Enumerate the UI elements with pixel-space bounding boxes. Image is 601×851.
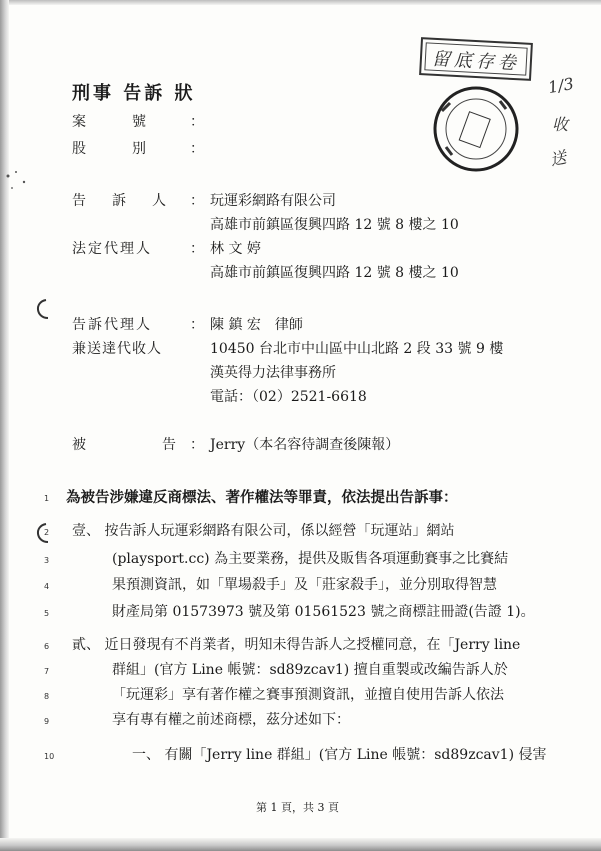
- document-title: 刑事 告訴 狀: [72, 83, 196, 104]
- line-number: 8: [44, 692, 50, 701]
- law-firm-phone: 電話：（02）2521-6618: [210, 389, 367, 405]
- complaint-heading: 為被告涉嫌違反商標法、著作權法等罪責，依法提出告訴事：: [66, 489, 458, 506]
- line-number: 1: [44, 494, 50, 503]
- paragraph-line: (playsport.cc) 為主要業務，提供及販售各項運動賽事之比賽結: [112, 551, 509, 567]
- paragraph-line: 財產局第 01573973 號及第 01561523 號之商標註冊證(告證 1)。: [112, 604, 535, 620]
- paragraph-line: 群組」(官方 Line 帳號：sd89zcav1) 擅自重製或改編告訴人於: [112, 662, 508, 678]
- handwritten-note: 送: [548, 147, 569, 170]
- received-seal: [430, 83, 522, 175]
- defendant-label: 被 告: [72, 437, 180, 453]
- complainant-address: 高雄市前鎮區復興四路 12 號 8 樓之 10: [210, 217, 459, 233]
- paragraph-line: 享有專有權之前述商標，茲分述如下：: [112, 712, 350, 728]
- scan-speckle: [2, 168, 32, 196]
- service-address: 10450 台北市中山區中山北路 2 段 33 號 9 樓: [210, 341, 504, 357]
- line-number: 7: [44, 667, 50, 676]
- complainant-label: 告 訴 人: [72, 193, 172, 209]
- archive-stamp: [419, 37, 533, 81]
- law-firm-name: 漢英得力法律事務所: [210, 365, 336, 381]
- handwritten-note: 收: [552, 115, 569, 134]
- legal-rep-name: 林 文 婷: [210, 241, 261, 257]
- defendant-name: Jerry（本名容待調查後陳報）: [210, 437, 400, 453]
- scan-edge-left: [0, 0, 9, 851]
- line-number: 9: [44, 717, 50, 726]
- line-number: 5: [44, 609, 50, 618]
- service-agent-label: 兼送達代收人: [72, 341, 162, 357]
- legal-rep-label: 法定代理人: [72, 241, 152, 257]
- division-colon: ：: [190, 141, 204, 157]
- paragraph-line: 果預測資訊，如「單場殺手」及「莊家殺手」，並分別取得智慧: [112, 577, 497, 593]
- complainant-name: 玩運彩網路有限公司: [210, 193, 336, 209]
- case-number-label: 案 號: [72, 114, 147, 130]
- legal-rep-address: 高雄市前鎮區復興四路 12 號 8 樓之 10: [210, 265, 459, 281]
- handwritten-note: 1/3: [546, 73, 576, 98]
- scan-edge-bottom: [0, 838, 601, 851]
- page-footer: 第 1 頁，共 3 頁: [256, 801, 339, 814]
- agent-label: 告訴代理人: [72, 317, 152, 333]
- colon: ：: [190, 241, 204, 257]
- punch-hole-mark: [30, 296, 52, 322]
- archive-stamp-text: 留底存卷: [431, 48, 521, 75]
- line-number: 3: [44, 556, 50, 565]
- paragraph-line: 壹、 按告訴人玩運彩網路有限公司，係以經營「玩運站」網站: [72, 523, 455, 539]
- line-number: 10: [44, 752, 55, 761]
- line-number: 4: [44, 582, 50, 591]
- division-label: 股 別: [72, 141, 147, 157]
- paragraph-line: 一、 有關「Jerry line 群組」(官方 Line 帳號：sd89zcav1) 侵害: [132, 747, 547, 763]
- scan-edge-top: [0, 0, 601, 5]
- agent-name: 陳 鎮 宏 律師: [210, 317, 303, 333]
- colon: ：: [190, 437, 204, 453]
- case-number-colon: ：: [190, 114, 204, 130]
- paragraph-line: 貳、 近日發現有不肖業者，明知未得告訴人之授權同意，在「Jerry line: [72, 637, 521, 653]
- line-number: 2: [44, 528, 50, 537]
- line-number: 6: [44, 642, 50, 651]
- colon: ：: [190, 317, 204, 333]
- paragraph-line: 「玩運彩」享有著作權之賽事預測資訊，並擅自使用告訴人依法: [112, 687, 504, 703]
- colon: ：: [190, 193, 204, 209]
